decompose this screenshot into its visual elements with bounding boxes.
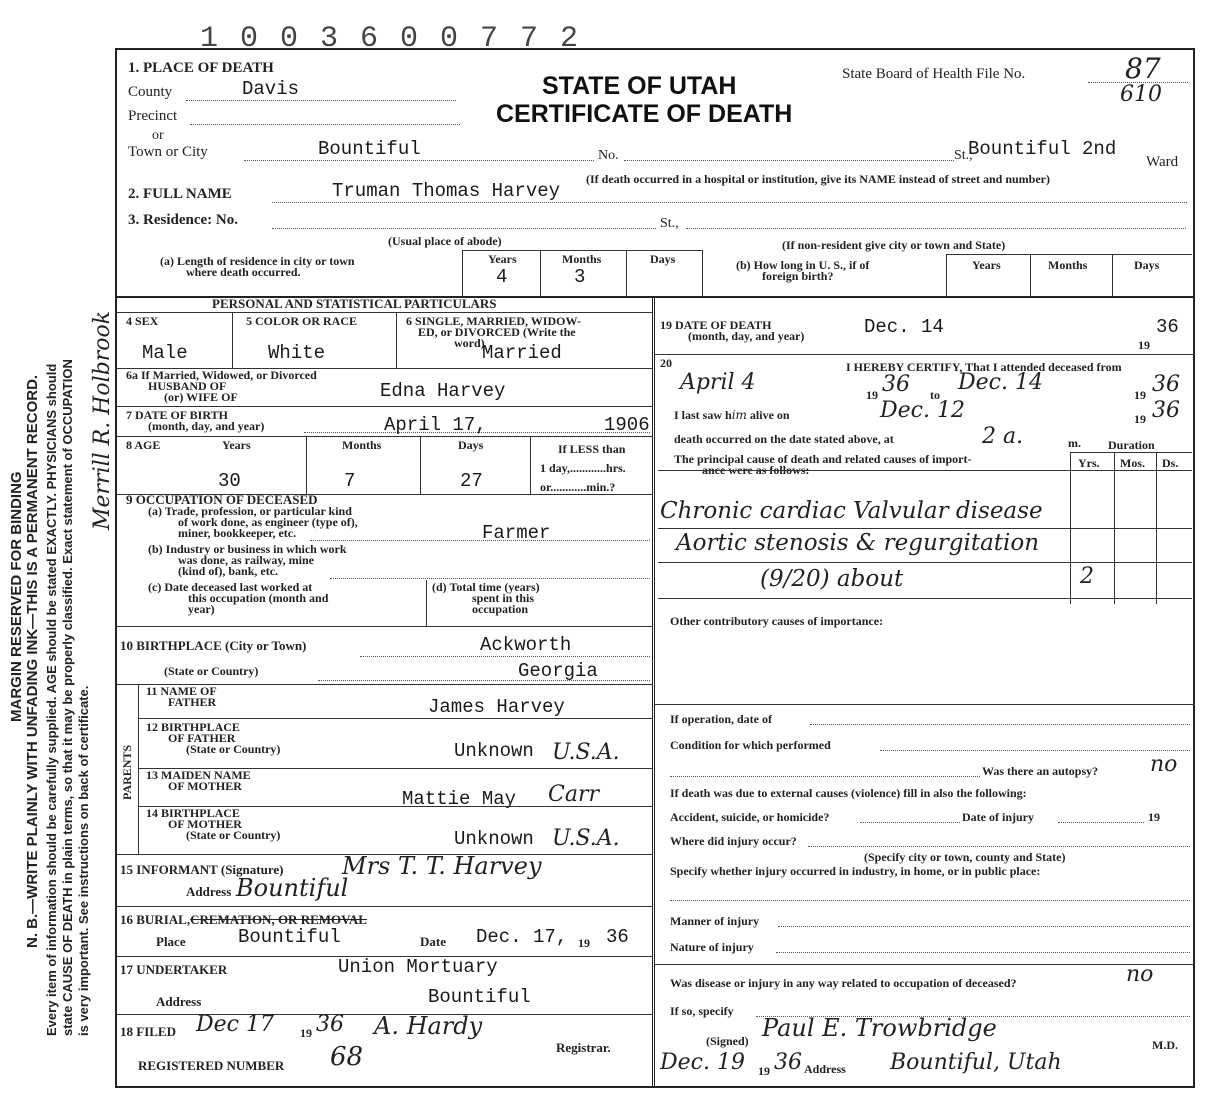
operation-label: If operation, date of — [670, 712, 772, 726]
nonresident-note: (If non-resident give city or town and State) — [782, 238, 1006, 252]
last-seen-label: I last saw him alive on — [674, 408, 790, 422]
binding-margin-label: MARGIN RESERVED FOR BINDING — [8, 471, 25, 722]
or-label: or — [152, 128, 164, 143]
time-m-label: m. — [1068, 436, 1081, 450]
age-label: 8 AGE — [126, 438, 161, 452]
occupation-b-label: (b) Industry or business in which work was done, as railway, mine (kind of), bank, etc. — [148, 542, 347, 578]
marital-value: Married — [482, 342, 562, 364]
file-no-label: State Board of Health File No. — [842, 66, 1026, 82]
residence-days-header: Days — [650, 252, 676, 266]
burial-place: Bountiful — [238, 926, 341, 948]
father-birthplace-hand: U.S.A. — [552, 740, 620, 765]
instruction-line-3: is very important. See instructions on back of certificate. — [76, 685, 91, 1036]
mother-birthplace-value: Unknown — [454, 828, 534, 850]
undertaker-address: Bountiful — [428, 986, 531, 1008]
informant-label: 15 INFORMANT (Signature) — [120, 862, 284, 877]
parents-side-label: PARENTS — [120, 744, 134, 800]
last-seen-year: 36 — [1152, 398, 1180, 423]
race-value: White — [268, 342, 326, 364]
mother-name-label: 13 MAIDEN NAME OF MOTHER — [146, 768, 251, 793]
injury-where-label: Where did injury occur? — [670, 834, 797, 848]
certify-text: I HEREBY CERTIFY, That I attended deceased from — [846, 360, 1122, 374]
informant-address-label: Address — [186, 884, 232, 899]
residence-months-header: Months — [562, 252, 602, 266]
residence-years-header: Years — [488, 252, 517, 266]
marital-label: 6 SINGLE, MARRIED, WIDOW- ED, or DIVORCED (Write the word) — [406, 314, 582, 350]
from-year: 36 — [882, 372, 910, 397]
mother-name-hand: Carr — [548, 782, 599, 807]
attended-from: April 4 — [680, 370, 756, 395]
physician-date: Dec. 19 — [660, 1050, 745, 1075]
age-days-value: 27 — [460, 470, 483, 492]
residence-st-label: St., — [660, 216, 679, 231]
cause-mos-header: Mos. — [1120, 456, 1145, 470]
father-name-value: James Harvey — [428, 696, 565, 718]
full-name-label: 2. FULL NAME — [128, 186, 232, 202]
cause-line-2: Aortic stenosis & regurgitation — [676, 530, 1040, 556]
residence-months-value: 3 — [574, 266, 586, 288]
occupation-related-value: no — [1126, 962, 1154, 987]
occupation-d-label: (d) Total time (years) spent in this occupation — [432, 580, 540, 616]
sex-label: 4 SEX — [126, 314, 159, 328]
file-no-secondary: 610 — [1120, 82, 1162, 107]
time-label: death occurred on the date stated above, at — [674, 432, 894, 446]
county-label: County — [128, 84, 173, 100]
last-seen-date: Dec. 12 — [880, 398, 965, 423]
serial-number: 1 0 0 3 6 0 0 7 7 2 — [200, 22, 581, 56]
physician-year: 36 — [774, 1050, 802, 1075]
registrar-label: Registrar. — [556, 1040, 611, 1055]
father-name-label: 11 NAME OF FATHER — [146, 684, 217, 709]
us-months-header: Months — [1048, 258, 1088, 272]
undertaker-label: 17 UNDERTAKER — [120, 962, 228, 977]
dob-value: April 17, — [384, 414, 487, 436]
burial-label: 16 BURIAL,CREMATION, OR REMOVAL — [120, 912, 367, 927]
to-year: 36 — [1152, 372, 1180, 397]
hospital-note: (If death occurred in a hospital or institution, give its NAME instead of street and number) — [586, 172, 1051, 186]
birthplace-city: Ackworth — [480, 634, 572, 656]
physician-year-prefix: 19 — [758, 1064, 770, 1078]
age-years-header: Years — [222, 438, 251, 452]
injury-year-prefix: 19 — [1148, 810, 1160, 824]
county-value: Davis — [242, 78, 300, 100]
external-intro: If death was due to external causes (violence) fill in also the following: — [670, 786, 1027, 800]
us-days-header: Days — [1134, 258, 1160, 272]
burial-year-prefix: 19 — [578, 936, 590, 950]
informant-signature: Mrs T. T. Harvey — [342, 852, 542, 880]
no-label: No. — [598, 148, 619, 163]
state-heading: STATE OF UTAH — [542, 72, 737, 100]
injury-industry-label: Specify whether injury occurred in industry, in home, or in public place: — [670, 864, 1041, 878]
precinct-label: Precinct — [128, 108, 178, 124]
town-value: Bountiful — [318, 138, 421, 160]
death-date-label: 19 DATE OF DEATH (month, day, and year) — [660, 318, 805, 343]
age-years-value: 30 — [218, 470, 241, 492]
other-causes-label: Other contributory causes of importance: — [670, 614, 884, 628]
sex-value: Male — [142, 342, 188, 364]
age-months-value: 7 — [344, 470, 356, 492]
burial-place-label: Place — [156, 934, 186, 949]
personal-heading: PERSONAL AND STATISTICAL PARTICULARS — [212, 296, 497, 311]
if-so-specify-label: If so, specify — [670, 1004, 734, 1018]
filed-label: 18 FILED — [120, 1024, 176, 1039]
full-name-value: Truman Thomas Harvey — [332, 180, 561, 202]
cause-line-1: Chronic cardiac Valvular disease — [660, 498, 1043, 524]
undertaker-name: Union Mortuary — [338, 956, 498, 978]
ward-value: Bountiful 2nd — [968, 138, 1117, 160]
residence-label: 3. Residence: No. — [128, 212, 238, 228]
file-no-value: 87 — [1125, 52, 1161, 85]
mother-birthplace-label: 14 BIRTHPLACE OF MOTHER (State or Country) — [146, 806, 281, 842]
certificate-title: CERTIFICATE OF DEATH — [496, 100, 793, 128]
death-year-prefix: 19 — [1138, 338, 1150, 352]
certify-number: 20 — [660, 356, 672, 370]
registrar-signature: A. Hardy — [374, 1012, 483, 1040]
death-year: 36 — [1156, 316, 1179, 338]
occupation-a-label: (a) Trade, profession, or particular kind of work done, as engineer (type of), miner, bookkeeper, etc. — [148, 504, 358, 540]
race-label: 5 COLOR OR RACE — [246, 314, 358, 328]
dob-year: 1906 — [604, 414, 650, 436]
age-months-header: Months — [342, 438, 382, 452]
instruction-line-2: state CAUSE OF DEATH in plain terms, so that it may be properly classified. Exact statement of OCCUPATION — [60, 359, 75, 1036]
injury-date-label: Date of injury — [962, 810, 1034, 824]
condition-label: Condition for which performed — [670, 738, 831, 752]
birthplace-label: 10 BIRTHPLACE (City or Town) — [120, 638, 307, 653]
burial-year: 36 — [606, 926, 629, 948]
from-year-prefix: 19 — [866, 388, 878, 402]
filed-year: 36 — [316, 1012, 344, 1037]
age-days-header: Days — [458, 438, 484, 452]
permanent-record-note: N. B.—WRITE PLAINLY WITH UNFADING INK—THIS IS A PERMANENT RECORD. — [24, 374, 41, 948]
physician-address-label: Address — [804, 1062, 846, 1076]
father-birthplace-label: 12 BIRTHPLACE OF FATHER (State or Country) — [146, 720, 281, 756]
registered-number: 68 — [330, 1042, 364, 1072]
father-birthplace-value: Unknown — [454, 740, 534, 762]
autopsy-label: Was there an autopsy? — [982, 764, 1099, 778]
cause-years: 2 — [1080, 564, 1094, 589]
nature-label: Nature of injury — [670, 940, 754, 954]
abode-note: (Usual place of abode) — [388, 234, 502, 248]
occupation-related-label: Was disease or injury in any way related to occupation of deceased? — [670, 976, 1017, 990]
spouse-label: 6a If Married, Widowed, or Divorced HUSBAND OF (or) WIFE OF — [126, 368, 317, 404]
cause-ds-header: Ds. — [1162, 456, 1179, 470]
residence-years-value: 4 — [496, 266, 508, 288]
to-year-prefix: 19 — [1134, 388, 1146, 402]
duration-label: Duration — [1108, 438, 1155, 452]
filed-date: Dec 17 — [196, 1012, 274, 1037]
cause-label: The principal cause of death and related causes of import- ance were as follows: — [674, 452, 972, 477]
manner-label: Manner of injury — [670, 914, 760, 928]
us-residence-label: (b) How long in U. S., if of foreign birth? — [736, 258, 870, 283]
informant-address: Bountiful — [236, 874, 349, 902]
occupation-label: 9 OCCUPATION OF DECEASED — [126, 492, 318, 507]
death-date-value: Dec. 14 — [864, 316, 944, 338]
occupation-c-label: (c) Date deceased last worked at this occupation (month and year) — [148, 580, 329, 616]
physician-signature: Paul E. Trowbridge — [762, 1014, 997, 1042]
mother-name-value: Mattie May — [402, 788, 517, 810]
injury-specify-note: (Specify city or town, county and State) — [864, 850, 1066, 864]
filed-year-prefix: 19 — [300, 1026, 312, 1040]
burial-date-label: Date — [420, 934, 446, 949]
ward-label: Ward — [1146, 154, 1179, 170]
birthplace-state: Georgia — [518, 660, 598, 682]
signed-label: (Signed) — [706, 1034, 749, 1048]
st-label: St., — [954, 148, 973, 163]
age-less-label: If LESS than 1 day,............hrs. or............min.? — [540, 442, 626, 494]
to-label: to — [930, 388, 940, 402]
spouse-value: Edna Harvey — [380, 380, 506, 402]
attended-to: Dec. 14 — [958, 370, 1043, 395]
last-seen-year-prefix: 19 — [1134, 412, 1146, 426]
registered-number-label: REGISTERED NUMBER — [138, 1058, 285, 1073]
physician-address: Bountiful, Utah — [890, 1050, 1062, 1075]
undertaker-address-label: Address — [156, 994, 202, 1009]
birthplace-state-label: (State or Country) — [164, 664, 259, 678]
burial-date: Dec. 17, — [476, 926, 568, 948]
length-residence-label: (a) Length of residence in city or town where death occurred. — [160, 254, 355, 279]
dob-label: 7 DATE OF BIRTH (month, day, and year) — [126, 408, 265, 433]
occupation-value: Farmer — [482, 522, 551, 544]
mother-birthplace-hand: U.S.A. — [552, 826, 620, 851]
death-time: 2 a. — [982, 424, 1024, 449]
margin-signature: Merrill R. Holbrook — [90, 310, 115, 530]
us-years-header: Years — [972, 258, 1001, 272]
town-label: Town or City — [128, 144, 208, 160]
cause-line-3: (9/20) about — [760, 566, 904, 592]
place-of-death-label: 1. PLACE OF DEATH — [128, 60, 274, 76]
md-label: M.D. — [1152, 1038, 1178, 1052]
autopsy-value: no — [1150, 752, 1178, 777]
cause-yrs-header: Yrs. — [1078, 456, 1100, 470]
accident-label: Accident, suicide, or homicide? — [670, 810, 830, 824]
instruction-line-1: Every item of information should be carefully supplied. AGE should be stated EXACTLY. PHYSICIANS should — [44, 363, 59, 1036]
